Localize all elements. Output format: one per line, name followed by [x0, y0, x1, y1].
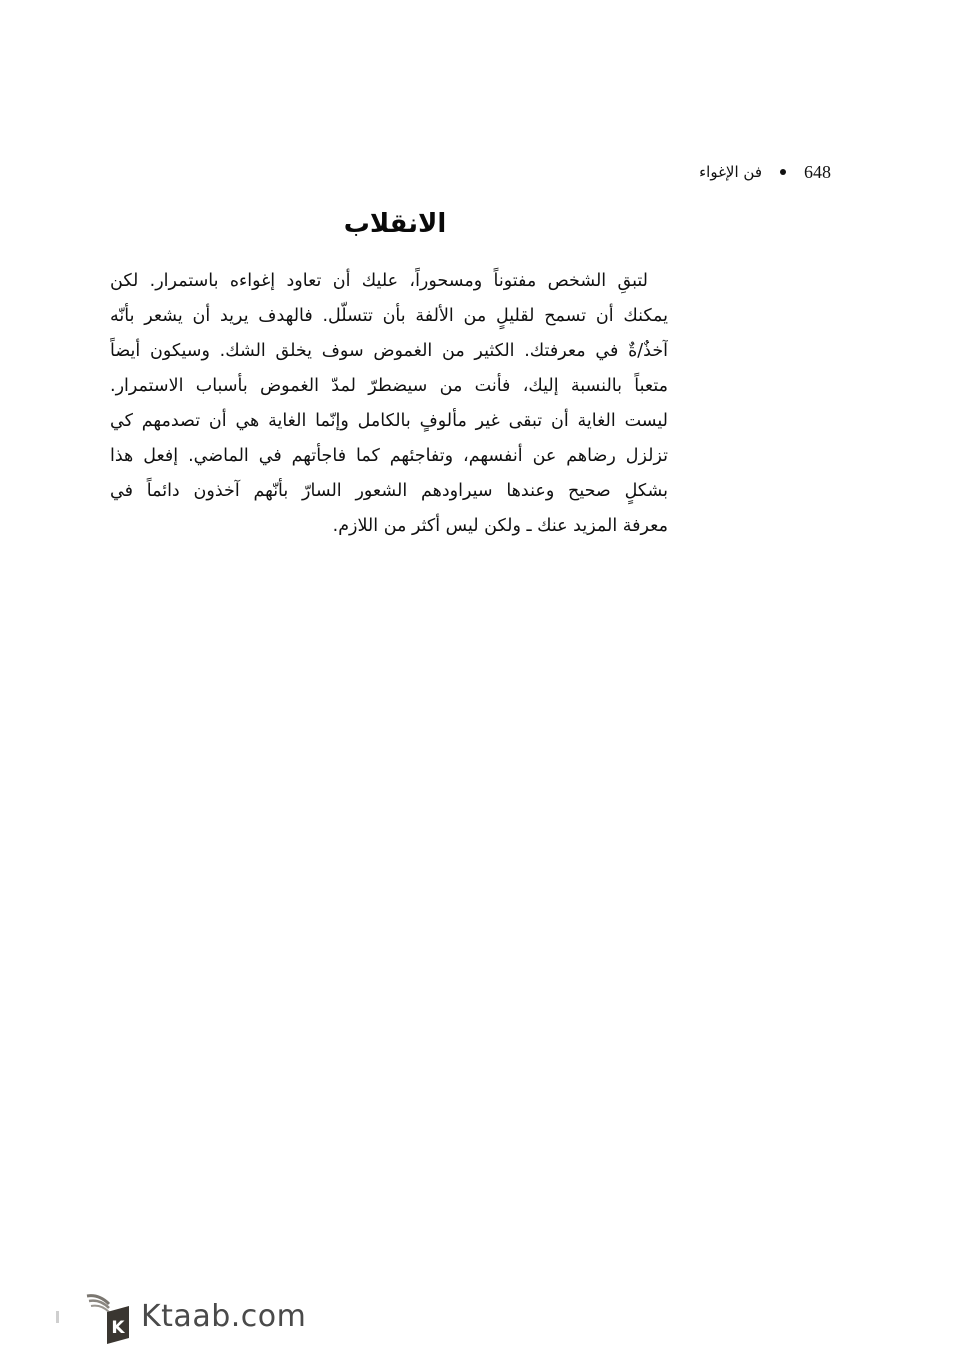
paragraph-line: متعباً بالنسبة إليك، فأنت من سيضطرّ لمدّ الغموض بأسباب الاستمرار.: [110, 376, 668, 396]
body-paragraph: [110, 264, 668, 544]
paragraph-line: يمكنك أن تسمح لقليلٍ من الألفة بأن تتسلّل. فالهدف يريد أن يشعر بأنّه: [110, 306, 668, 326]
page-edge-mark: [56, 1311, 59, 1323]
paragraph-line: بشكلٍ صحيح وعندها سيراودهم الشعور السارّ بأنّهم آخذون دائماً في: [110, 481, 668, 501]
running-header: [699, 160, 831, 184]
svg-text:K: K: [111, 1318, 125, 1338]
paragraph-line: تزلزل رضاهم عن أنفسهم، وتفاجئهم كما فاجأتهم في الماضي. إفعل هذا: [110, 446, 668, 466]
brand-name[interactable]: Ktaab.com: [141, 1299, 307, 1334]
paragraph-line: ليست الغاية أن تبقى غير مألوفٍ بالكامل وإنّما الغاية هي أن تصدمهم كي: [110, 411, 668, 431]
section-title: الانقلاب: [343, 209, 447, 239]
paragraph-line: آخذٌ/ةٌ في معرفتك. الكثير من الغموض سوف يخلق الشك. وسيكون أيضاً: [110, 341, 668, 361]
paragraph-line: معرفة المزيد عنك ـ ولكن ليس أكثر من اللازم.: [332, 516, 668, 536]
footer-logo[interactable]: [56, 1290, 306, 1344]
bullet-separator-icon: [780, 169, 786, 175]
page-number: 648: [804, 162, 831, 182]
open-book-icon: [75, 1290, 131, 1344]
book-title: فن الإغواء: [699, 163, 762, 181]
paragraph-line: لتبقِ الشخص مفتوناً ومسحوراً، عليك أن تعاود إغواءه باستمرار. لكن: [110, 271, 648, 291]
